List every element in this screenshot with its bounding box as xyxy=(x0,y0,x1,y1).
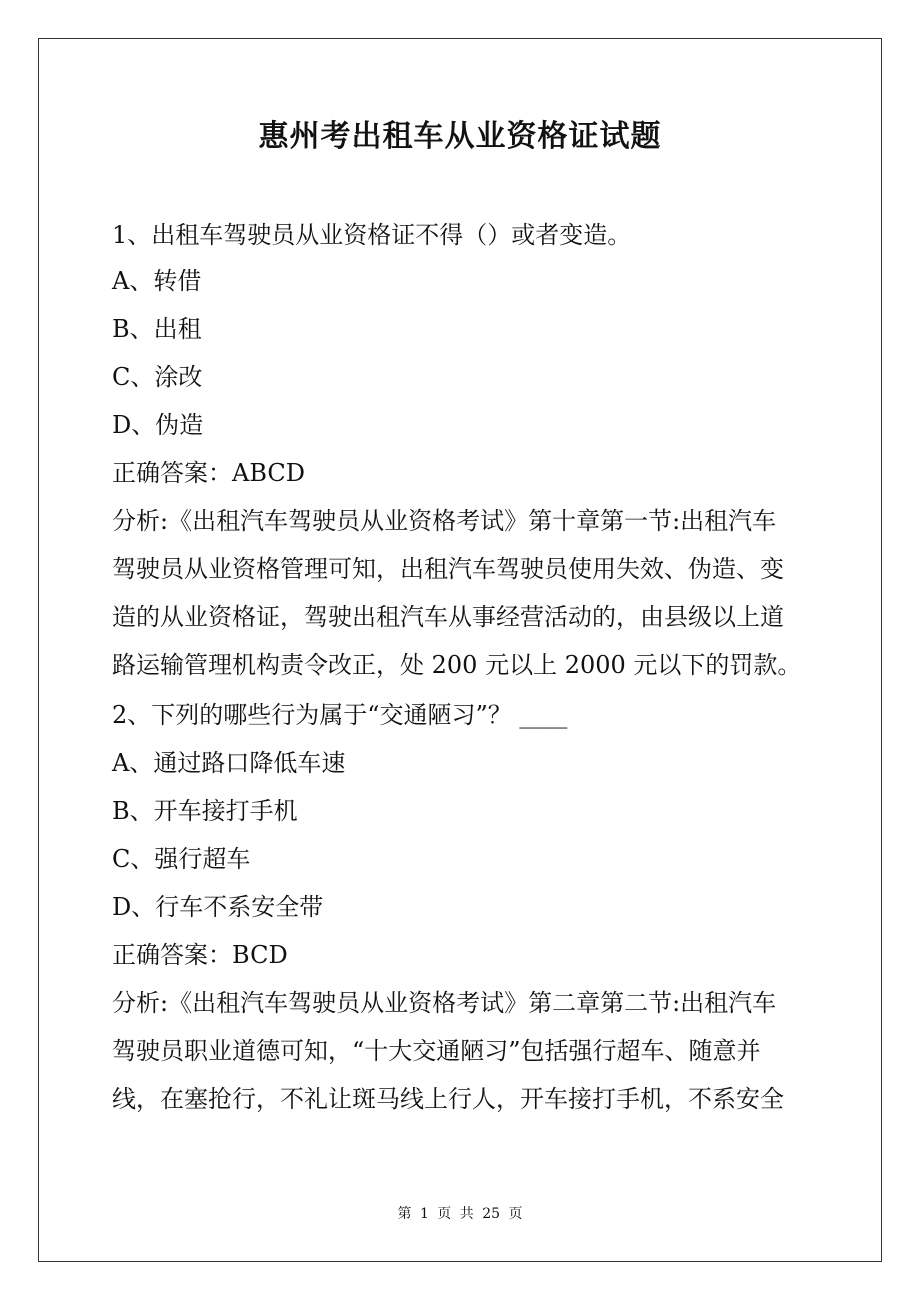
question-1-analysis-line: 路运输管理机构责令改正，处 200 元以上 2000 元以下的罚款。 xyxy=(112,651,802,679)
question-1-text: 1、出租车驾驶员从业资格证不得（）或者变造。 xyxy=(112,221,632,249)
question-1-analysis xyxy=(112,497,812,689)
question-2-analysis-line: 分析:《出租汽车驾驶员从业资格考试》第二章第二节:出租汽车 xyxy=(112,989,777,1017)
question-1-option-c: C、涂改 xyxy=(112,363,203,391)
question-2-option-d: D、行车不系安全带 xyxy=(112,893,324,921)
question-1-option-d: D、伪造 xyxy=(112,411,204,439)
question-1-analysis-line: 驾驶员从业资格管理可知，出租汽车驾驶员使用失效、伪造、变 xyxy=(112,555,784,583)
question-1-option-a: A、转借 xyxy=(112,267,202,295)
question-2-analysis xyxy=(112,979,812,1123)
question-2-analysis-line: 线，在塞抢行，不礼让斑马线上行人，开车接打手机，不系安全 xyxy=(112,1085,784,1113)
question-2-answer: 正确答案：BCD xyxy=(112,941,288,969)
question-1-option-b: B、出租 xyxy=(112,315,202,343)
question-1-answer: 正确答案：ABCD xyxy=(112,459,306,487)
question-1-analysis-line: 分析:《出租汽车驾驶员从业资格考试》第十章第一节:出租汽车 xyxy=(112,507,777,535)
question-2-option-a: A、通过路口降低车速 xyxy=(112,749,346,777)
question-2-analysis-line: 驾驶员职业道德可知，“十大交通陋习”包括强行超车、随意并 xyxy=(112,1037,761,1065)
question-2-text: 2、下列的哪些行为属于“交通陋习”？ ____ xyxy=(112,701,568,729)
document-title: 惠州考出租车从业资格证试题 xyxy=(258,119,662,154)
question-2-option-c: C、强行超车 xyxy=(112,845,251,873)
page-footer: 第 1 页 共 25 页 xyxy=(397,1206,523,1222)
question-1-analysis-line: 造的从业资格证，驾驶出租汽车从事经营活动的，由县级以上道 xyxy=(112,603,784,631)
question-2-option-b: B、开车接打手机 xyxy=(112,797,298,825)
